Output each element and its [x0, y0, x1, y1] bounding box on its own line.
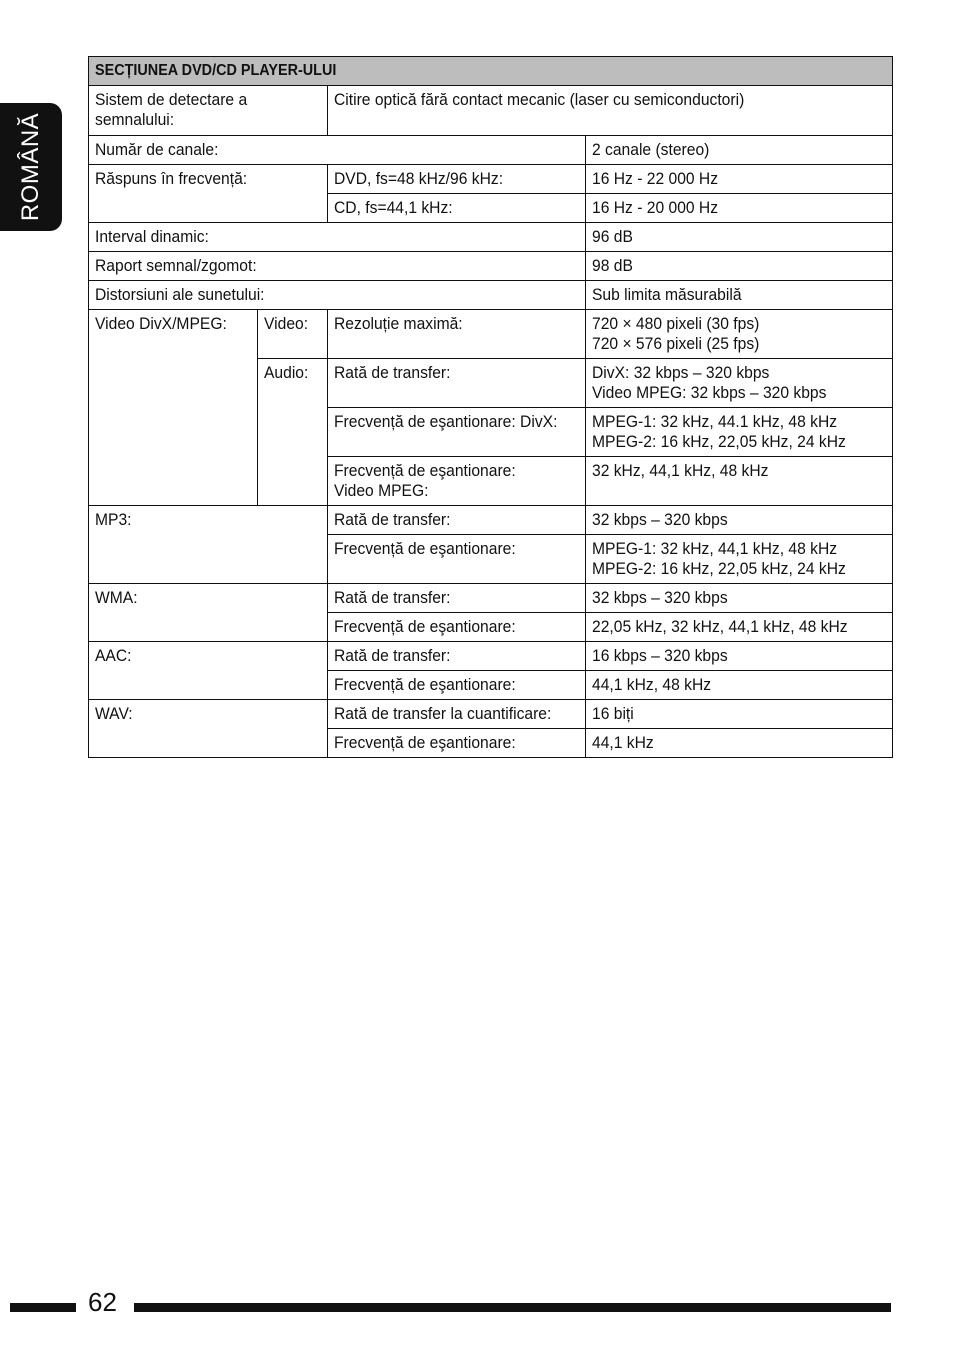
row-sublabel: Frecvență de eşantionare: Video MPEG:	[328, 457, 586, 506]
row-sublabel: Frecvență de eşantionare:	[328, 729, 586, 758]
row-sublabel: CD, fs=44,1 kHz:	[328, 194, 586, 223]
row-label: Sistem de detectare a semnalului:	[89, 86, 328, 136]
row-sublabel: Rată de transfer la cuantificare:	[328, 700, 586, 729]
table-row	[89, 165, 893, 194]
table-row	[89, 136, 893, 165]
row-sublabel: DVD, fs=48 kHz/96 kHz:	[328, 165, 586, 194]
row-value: 16 kbps – 320 kbps	[586, 642, 893, 671]
table-row	[89, 584, 893, 613]
row-value: Citire optică fără contact mecanic (laser cu semiconductori)	[328, 86, 893, 136]
row-value: MPEG-1: 32 kHz, 44,1 kHz, 48 kHz MPEG-2: 16 kHz, 22,05 kHz, 24 kHz	[586, 535, 893, 584]
row-sublabel: Video:	[258, 310, 328, 359]
table-row	[89, 86, 893, 136]
table-row	[89, 252, 893, 281]
row-value: 16 Hz - 20 000 Hz	[586, 194, 893, 223]
row-value: MPEG-1: 32 kHz, 44.1 kHz, 48 kHz MPEG-2: 16 kHz, 22,05 kHz, 24 kHz	[586, 408, 893, 457]
row-label: WAV:	[89, 700, 328, 758]
row-value: 32 kHz, 44,1 kHz, 48 kHz	[586, 457, 893, 506]
row-label: Număr de canale:	[89, 136, 586, 165]
table-row	[89, 310, 893, 359]
row-value: 22,05 kHz, 32 kHz, 44,1 kHz, 48 kHz	[586, 613, 893, 642]
row-value: Sub limita măsurabilă	[586, 281, 893, 310]
row-label: WMA:	[89, 584, 328, 642]
table-row	[89, 223, 893, 252]
row-value: 720 × 480 pixeli (30 fps) 720 × 576 pixeli (25 fps)	[586, 310, 893, 359]
table-header-row	[89, 57, 893, 86]
language-tab-label: ROMÂNĂ	[17, 112, 44, 222]
row-value: 44,1 kHz	[586, 729, 893, 758]
row-label: MP3:	[89, 506, 328, 584]
row-value: 98 dB	[586, 252, 893, 281]
row-sublabel: Frecvență de eşantionare:	[328, 671, 586, 700]
row-label: Raport semnal/zgomot:	[89, 252, 586, 281]
table-row	[89, 642, 893, 671]
table-row	[89, 506, 893, 535]
table-row	[89, 281, 893, 310]
row-sublabel: Rată de transfer:	[328, 584, 586, 613]
row-value: DivX: 32 kbps – 320 kbps Video MPEG: 32 kbps – 320 kbps	[586, 359, 893, 408]
table-header: SECȚIUNEA DVD/CD PLAYER-ULUI	[89, 57, 893, 86]
row-sublabel: Rezoluție maximă:	[328, 310, 586, 359]
row-value: 96 dB	[586, 223, 893, 252]
row-value: 44,1 kHz, 48 kHz	[586, 671, 893, 700]
row-label: Răspuns în frecvență:	[89, 165, 328, 223]
row-value: 16 Hz - 22 000 Hz	[586, 165, 893, 194]
row-label: Video DivX/MPEG:	[89, 310, 258, 506]
row-sublabel: Frecvență de eşantionare:	[328, 535, 586, 584]
row-sublabel: Rată de transfer:	[328, 506, 586, 535]
language-tab	[0, 103, 62, 231]
table-row	[89, 700, 893, 729]
row-label: AAC:	[89, 642, 328, 700]
row-label: Interval dinamic:	[89, 223, 586, 252]
row-value: 16 biți	[586, 700, 893, 729]
page-number: 62	[88, 1287, 117, 1317]
row-sublabel: Rată de transfer:	[328, 642, 586, 671]
footer-rule-left	[10, 1303, 76, 1312]
footer-rule-right	[134, 1303, 891, 1312]
row-sublabel: Frecvență de eşantionare: DivX:	[328, 408, 586, 457]
row-value: 32 kbps – 320 kbps	[586, 584, 893, 613]
row-sublabel: Frecvență de eşantionare:	[328, 613, 586, 642]
row-label: Distorsiuni ale sunetului:	[89, 281, 586, 310]
row-value: 2 canale (stereo)	[586, 136, 893, 165]
row-value: 32 kbps – 320 kbps	[586, 506, 893, 535]
spec-table	[88, 56, 893, 758]
row-sublabel: Rată de transfer:	[328, 359, 586, 408]
row-sublabel: Audio:	[258, 359, 328, 506]
